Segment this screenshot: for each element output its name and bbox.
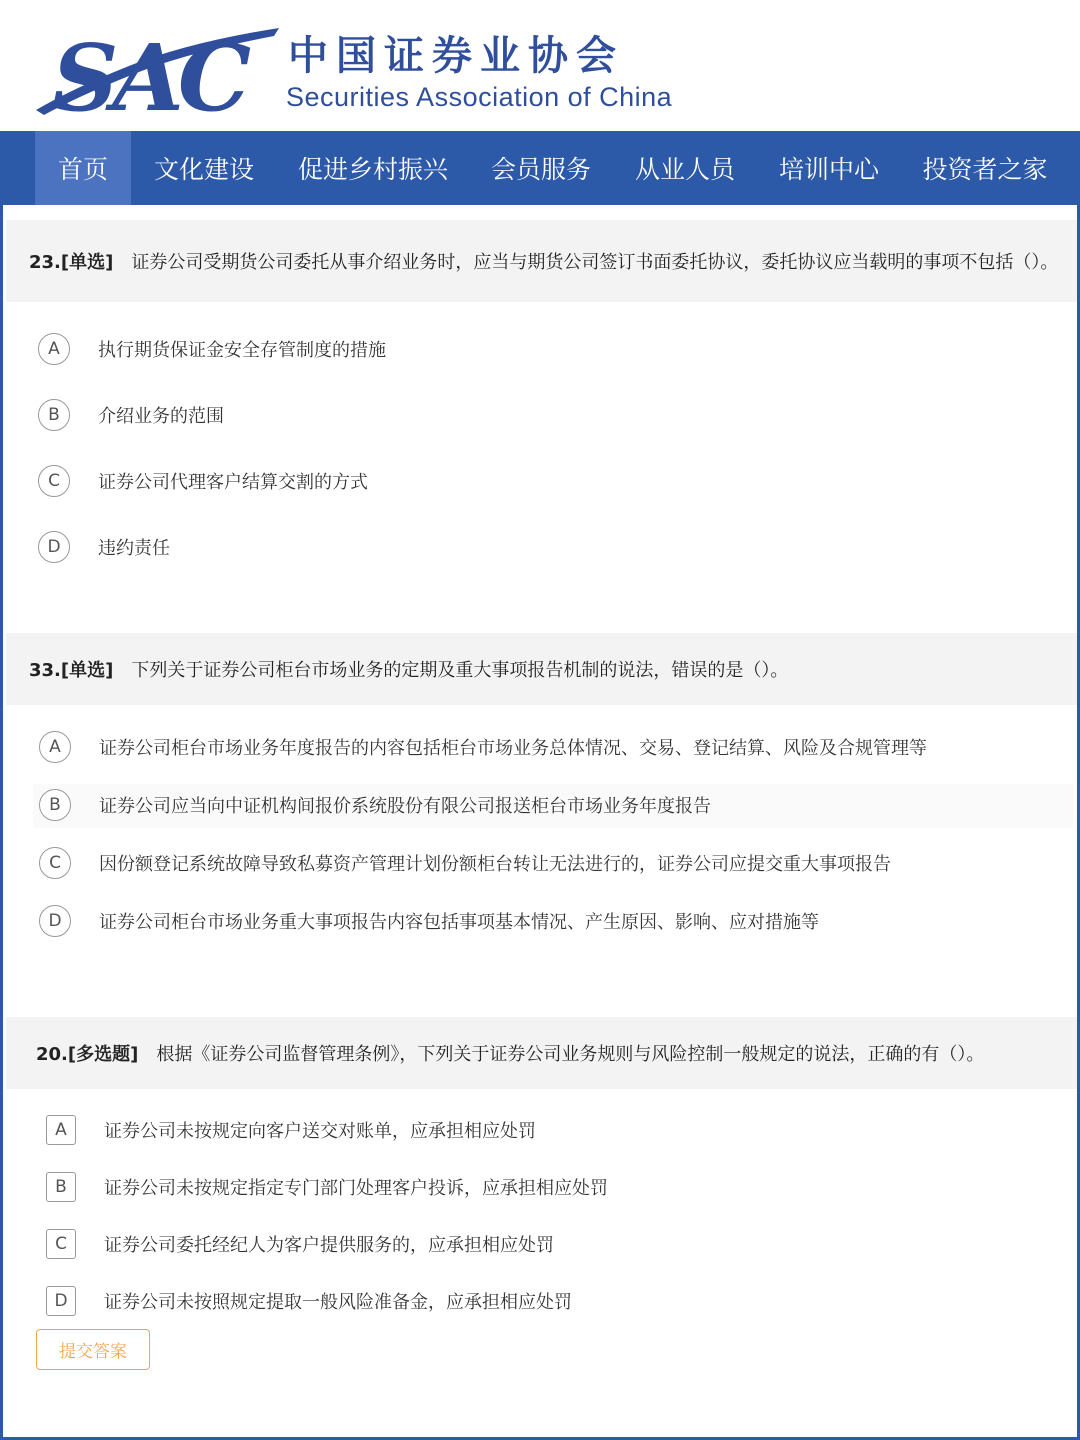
radio-d[interactable]: D — [38, 531, 70, 563]
question-text: 下列关于证券公司柜台市场业务的定期及重大事项报告机制的说法，错误的是（）。 — [131, 660, 789, 681]
radio-b[interactable]: B — [38, 399, 70, 431]
checkbox-b[interactable]: B — [46, 1172, 76, 1202]
option-b[interactable] — [39, 789, 711, 821]
radio-b[interactable]: B — [39, 789, 71, 821]
question-text: 证券公司受期货公司委托从事介绍业务时，应当与期货公司签订书面委托协议，委托协议应当载明的事项不包括（）。 — [131, 252, 1059, 273]
option-text: 介绍业务的范围 — [98, 406, 224, 427]
nav-item-culture[interactable]: 文化建设 — [153, 155, 254, 184]
radio-d[interactable]: D — [39, 905, 71, 937]
nav-item-training-center[interactable]: 培训中心 — [778, 155, 879, 184]
nav-item-investors[interactable]: 投资者之家 — [922, 155, 1048, 184]
radio-a[interactable]: A — [39, 731, 71, 763]
checkbox-d[interactable]: D — [46, 1286, 76, 1316]
option-a[interactable] — [38, 333, 386, 365]
question-number: 20.[多选题] — [36, 1044, 139, 1065]
option-c[interactable] — [46, 1229, 554, 1259]
option-text: 证券公司未按规定向客户送交对账单，应承担相应处罚 — [104, 1121, 536, 1142]
question-number: 33.[单选] — [29, 660, 114, 681]
question-header — [6, 220, 1077, 302]
checkbox-c[interactable]: C — [46, 1229, 76, 1259]
nav-item-practitioners[interactable]: 从业人员 — [634, 155, 735, 184]
option-text: 证券公司应当向中证机构间报价系统股份有限公司报送柜台市场业务年度报告 — [99, 796, 711, 817]
question-text: 根据《证券公司监督管理条例》，下列关于证券公司业务规则与风险控制一般规定的说法，正确的有（）。 — [156, 1044, 985, 1065]
option-text: 证券公司柜台市场业务重大事项报告内容包括事项基本情况、产生原因、影响、应对措施等 — [99, 912, 819, 933]
logo-chinese-name: 中国证券业协会 — [288, 32, 624, 79]
option-d[interactable] — [38, 531, 170, 563]
option-text: 证券公司代理客户结算交割的方式 — [98, 472, 368, 493]
nav-item-rural-revitalization[interactable]: 促进乡村振兴 — [297, 155, 448, 184]
nav-item-home[interactable]: 首页 — [35, 131, 131, 205]
option-c[interactable] — [39, 847, 891, 879]
option-a[interactable] — [46, 1115, 536, 1145]
question-header — [6, 1017, 1077, 1089]
nav-item-member-services[interactable]: 会员服务 — [490, 155, 591, 184]
option-text: 执行期货保证金安全存管制度的措施 — [98, 340, 386, 361]
option-text: 违约责任 — [98, 538, 170, 559]
option-b[interactable] — [38, 399, 224, 431]
option-a[interactable] — [39, 731, 927, 763]
radio-c[interactable]: C — [38, 465, 70, 497]
radio-a[interactable]: A — [38, 333, 70, 365]
logo-mark-text: SAC — [52, 24, 246, 118]
question-panel — [0, 205, 1080, 1440]
question-header — [6, 633, 1077, 705]
option-text: 因份额登记系统故障导致私募资产管理计划份额柜台转让无法进行的，证券公司应提交重大事项报告 — [99, 854, 891, 875]
main-nav — [0, 131, 1080, 205]
option-b[interactable] — [46, 1172, 608, 1202]
checkbox-a[interactable]: A — [46, 1115, 76, 1145]
submit-answer-button[interactable]: 提交答案 — [36, 1329, 150, 1370]
option-d[interactable] — [46, 1286, 572, 1316]
option-text: 证券公司未按规定指定专门部门处理客户投诉，应承担相应处罚 — [104, 1178, 608, 1199]
radio-c[interactable]: C — [39, 847, 71, 879]
option-text: 证券公司委托经纪人为客户提供服务的，应承担相应处罚 — [104, 1235, 554, 1256]
option-text: 证券公司未按照规定提取一般风险准备金，应承担相应处罚 — [104, 1292, 572, 1313]
option-text: 证券公司柜台市场业务年度报告的内容包括柜台市场业务总体情况、交易、登记结算、风险及合规管理等 — [99, 738, 927, 759]
sac-logo-icon[interactable] — [34, 18, 284, 118]
logo-english-name: Securities Association of China — [286, 82, 673, 112]
question-number: 23.[单选] — [29, 252, 114, 273]
option-c[interactable] — [38, 465, 368, 497]
option-d[interactable] — [39, 905, 819, 937]
site-header — [0, 0, 1080, 131]
